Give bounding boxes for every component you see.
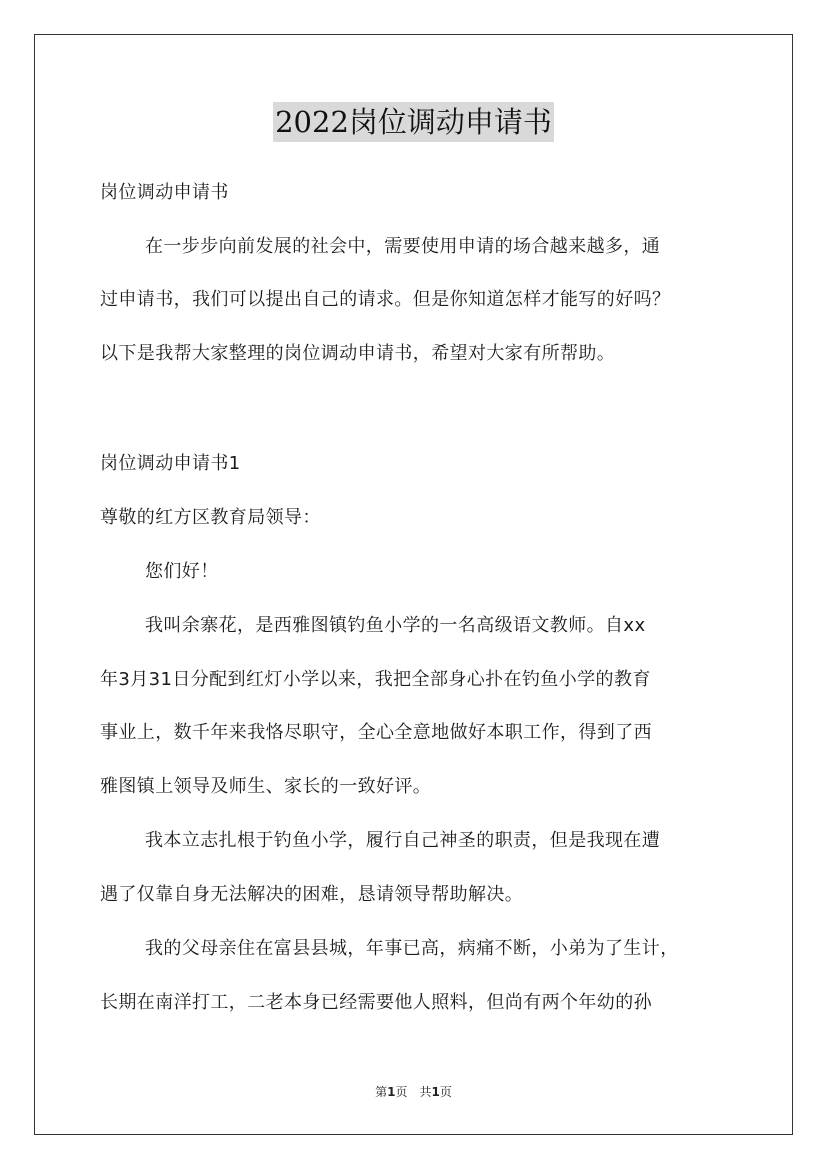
text-line: 您们好！ bbox=[145, 561, 219, 582]
text-line: 过申请书，我们可以提出自己的请求。但是你知道怎样才能写的好吗？ bbox=[100, 289, 671, 310]
text-line: 我本立志扎根于钓鱼小学，履行自己神圣的职责，但是我现在遭 bbox=[145, 830, 661, 851]
text-line: 岗位调动申请书1 bbox=[100, 453, 241, 474]
title-area bbox=[0, 102, 827, 142]
text-line: 尊敬的红方区教育局领导： bbox=[100, 507, 321, 528]
text-line: 以下是我帮大家整理的岗位调动申请书，希望对大家有所帮助。 bbox=[100, 343, 616, 364]
page-number: 1 bbox=[387, 1085, 396, 1099]
text-line: 事业上，数千年来我恪尽职守，全心全意地做好本职工作，得到了西 bbox=[100, 722, 652, 743]
page-prefix: 第 bbox=[375, 1085, 388, 1099]
text-line: 我叫余寨花，是西雅图镇钓鱼小学的一名高级语文教师。自xx bbox=[145, 615, 646, 636]
text-line: 在一步步向前发展的社会中，需要使用申请的场合越来越多，通 bbox=[145, 236, 661, 257]
text-line: 年3月31日分配到红灯小学以来，我把全部身心扑在钓鱼小学的教育 bbox=[100, 669, 651, 690]
text-line: 长期在南洋打工，二老本身已经需要他人照料，但尚有两个年幼的孙 bbox=[100, 992, 652, 1013]
page-footer bbox=[0, 1084, 827, 1100]
total-prefix: 共 bbox=[419, 1085, 432, 1099]
total-suffix: 页 bbox=[439, 1085, 452, 1099]
text-line: 遇了仅靠自身无法解决的困难，恳请领导帮助解决。 bbox=[100, 884, 524, 905]
text-line: 岗位调动申请书 bbox=[100, 182, 229, 203]
page-suffix: 页 bbox=[395, 1085, 408, 1099]
text-line: 雅图镇上领导及师生、家长的一致好评。 bbox=[100, 776, 432, 797]
text-line: 我的父母亲住在富县县城，年事已高，病痛不断，小弟为了生计， bbox=[145, 938, 679, 959]
document-title: 2022岗位调动申请书 bbox=[273, 102, 554, 142]
total-pages: 1 bbox=[431, 1085, 440, 1099]
